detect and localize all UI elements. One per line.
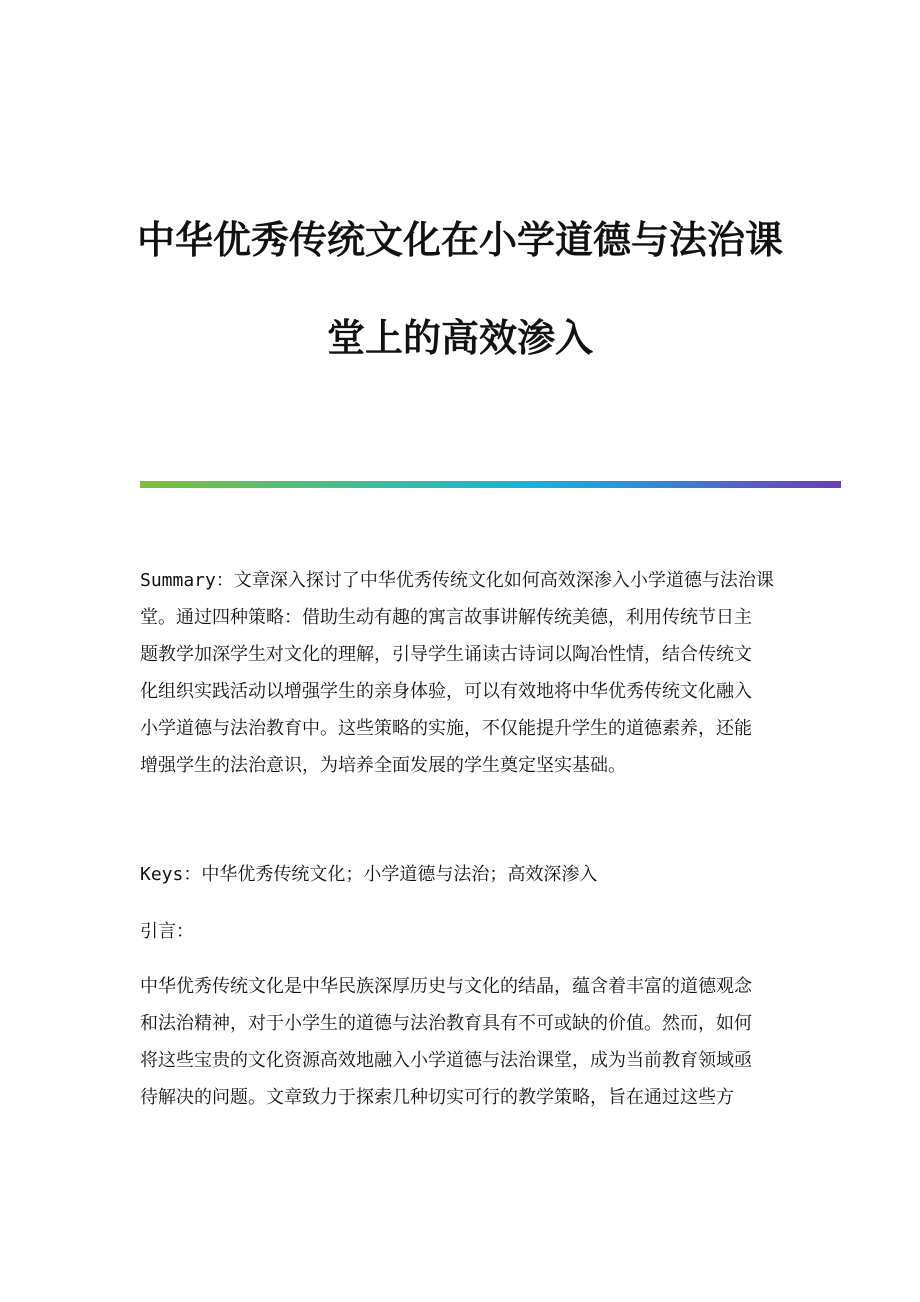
summary-line: 小学道德与法治教育中。这些策略的实施，不仅能提升学生的道德素养，还能 [140, 718, 752, 739]
intro-paragraph [140, 968, 790, 1116]
intro-line: 和法治精神，对于小学生的道德与法治教育具有不可或缺的价值。然而，如何 [140, 1013, 752, 1034]
summary-line: 堂。通过四种策略：借助生动有趣的寓言故事讲解传统美德，利用传统节日主 [140, 607, 752, 628]
keywords-text: 中华优秀传统文化；小学道德与法治；高效深渗入 [201, 864, 598, 885]
document-title-line-2: 堂上的高效渗入 [326, 316, 593, 360]
summary-line: 题教学加深学生对文化的理解，引导学生诵读古诗词以陶冶性情，结合传统文 [140, 644, 752, 665]
summary-line [140, 562, 790, 599]
summary-paragraph [140, 562, 790, 784]
keywords-line [140, 856, 790, 893]
document-title-line-1: 中华优秀传统文化在小学道德与法治课 [136, 218, 783, 262]
intro-line: 将这些宝贵的文化资源高效地融入小学道德与法治课堂，成为当前教育领域亟 [140, 1050, 752, 1071]
summary-line: 化组织实践活动以增强学生的亲身体验，可以有效地将中华优秀传统文化融入 [140, 681, 752, 702]
summary-line: 增强学生的法治意识，为培养全面发展的学生奠定坚实基础。 [140, 755, 626, 776]
intro-heading-text: 引言： [140, 921, 194, 942]
gradient-divider [140, 481, 841, 488]
summary-text: 文章深入探讨了中华优秀传统文化如何高效深渗入小学道德与法治课 [233, 570, 774, 591]
intro-line: 中华优秀传统文化是中华民族深厚历史与文化的结晶，蕴含着丰富的道德观念 [140, 976, 752, 997]
intro-line: 待解决的问题。文章致力于探索几种切实可行的教学策略，旨在通过这些方 [140, 1087, 734, 1108]
intro-heading [140, 913, 790, 950]
keywords-label: Keys： [140, 864, 202, 885]
keywords-paragraph [140, 856, 790, 893]
summary-label: Summary： [140, 570, 234, 591]
